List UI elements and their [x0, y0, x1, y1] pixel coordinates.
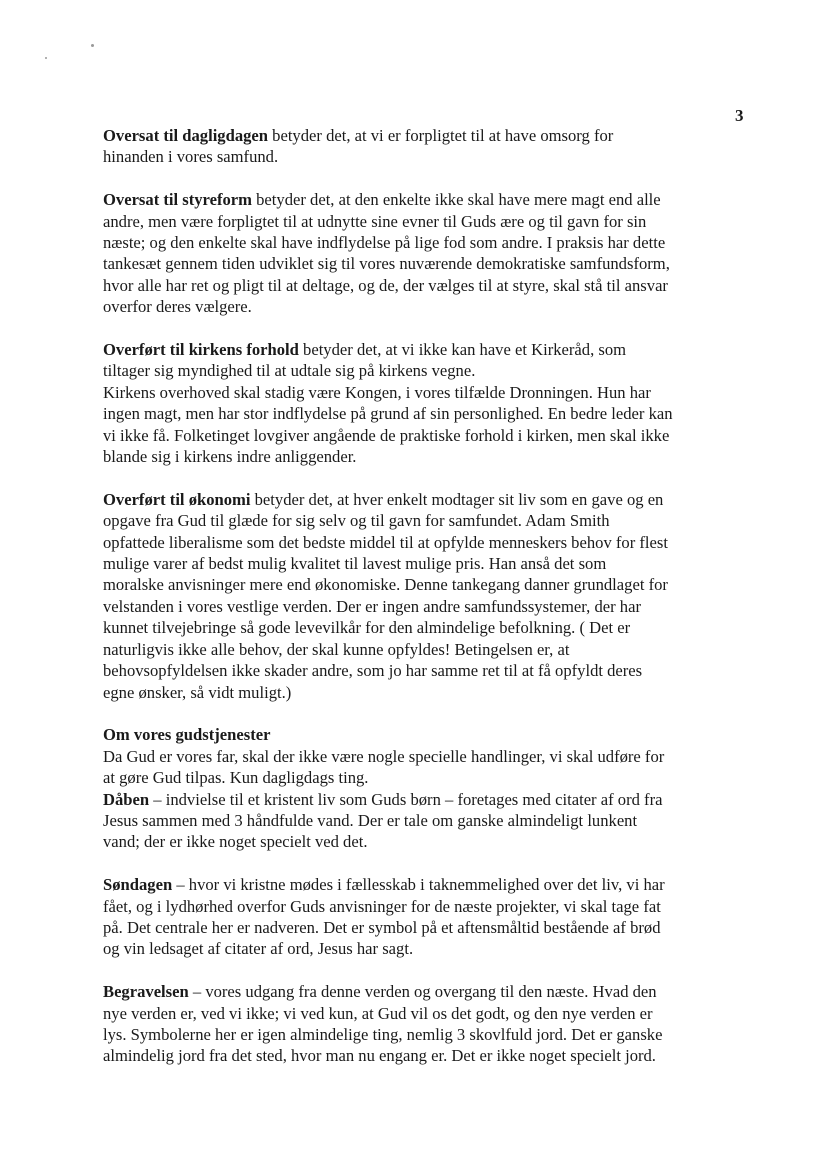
line-text: ingen magt, men har stor indflydelse på grund af sin personlighed. En bedre leder kan [103, 404, 673, 424]
page-number: 3 [735, 106, 744, 125]
text-line [103, 296, 753, 317]
text-line [103, 339, 753, 360]
line-text: behovsopfyldelsen ikke skader andre, som jo har samme ret til at få opfyldt deres [103, 661, 643, 681]
text-line [103, 938, 753, 959]
line-text: overfor deres vælgere. [103, 297, 252, 317]
text-line [103, 232, 753, 253]
line-text: – vores udgang fra denne verden og overgang til den næste. Hvad den [188, 982, 657, 1002]
line-text: at gøre Gud tilpas. Kun dagligdags ting. [103, 768, 369, 788]
line-text: naturligvis ikke alle behov, der skal kunne opfyldes! Betingelsen er, at [103, 639, 570, 659]
paragraph-dagligdagen [103, 125, 753, 168]
line-text: opgave fra Gud til glæde for sig selv og til gavn for samfundet. Adam Smith [103, 511, 610, 531]
text-line [103, 810, 753, 831]
bold-lead-term: Søndagen [103, 875, 173, 895]
text-line [103, 617, 753, 638]
text-line [103, 489, 753, 510]
bold-lead-term: Dåben [103, 789, 150, 809]
line-text: tankesæt gennem tiden udviklet sig til vores nuværende demokratiske samfundsform, [103, 254, 670, 274]
scan-speck [91, 44, 94, 47]
line-text: – indvielse til et kristent liv som Guds børn – foretages med citater af ord fra [149, 789, 663, 809]
text-line [103, 767, 753, 788]
line-text: fået, og i lydhørhed overfor Guds anvisninger for de næste projekter, vi skal tage fat [103, 896, 661, 916]
text-line [103, 211, 753, 232]
line-text: mulige varer af bedst mulig kvalitet til lavest mulige pris. Han anså det som [103, 554, 607, 574]
text-line [103, 660, 753, 681]
text-line [103, 425, 753, 446]
text-line [103, 574, 753, 595]
text-line [103, 682, 753, 703]
line-text: kunnet tilvejebringe så gode levevilkår for den almindelige befolkning. ( Det er [103, 618, 631, 638]
bold-lead-term: Oversat til dagligdagen [103, 126, 269, 145]
paragraph-kirkens-forhold [103, 339, 753, 467]
line-text: andre, men være forpligtet til at udnytte sine evner til Guds ære og til gavn for sin [103, 211, 647, 231]
line-text: hvor alle har ret og pligt til at deltage, og de, der vælges til at styre, skal stå til ansvar [103, 275, 668, 295]
text-line [103, 1024, 753, 1045]
text-line [103, 403, 753, 424]
text-line [103, 596, 753, 617]
line-text: vi ikke få. Folketinget lovgiver angående de praktiske forhold i kirken, men skal ikke [103, 425, 670, 445]
text-line [103, 1003, 753, 1024]
line-text: lys. Symbolerne her er igen almindelige ting, nemlig 3 skovlfuld jord. Det er ganske [103, 1024, 663, 1044]
text-line [103, 981, 753, 1002]
document-body [103, 125, 753, 1088]
text-line [103, 553, 753, 574]
bold-lead-term: Overført til økonomi [103, 489, 251, 509]
bold-lead-term: Oversat til styreform [103, 190, 252, 210]
line-text: blande sig i kirkens indre anliggender. [103, 447, 357, 467]
text-line [103, 510, 753, 531]
text-line [103, 746, 753, 767]
text-line [103, 446, 753, 467]
line-text: Jesus sammen med 3 håndfulde vand. Der er tale om ganske almindeligt lunkent [103, 810, 638, 830]
line-text: opfattede liberalisme som det bedste middel til at opfylde menneskers behov for flest [103, 532, 668, 552]
paragraph-gudstjenester [103, 724, 753, 852]
line-text: Da Gud er vores far, skal der ikke være nogle specielle handlinger, vi skal udføre for [103, 746, 665, 766]
line-text: betyder det, at hver enkelt modtager sit liv som en gave og en [250, 489, 664, 509]
line-text: Kirkens overhoved skal stadig være Kongen, i vores tilfælde Dronningen. Hun har [103, 382, 651, 402]
text-line [103, 896, 753, 917]
text-line [103, 789, 753, 810]
line-text: velstanden i vores vestlige verden. Der er ingen andre samfundssystemer, der har [103, 596, 641, 616]
line-text: betyder det, at vi er forpligtet til at have omsorg for [268, 126, 614, 145]
section-heading: Om vores gudstjenester [103, 725, 271, 745]
line-text: betyder det, at vi ikke kan have et Kirkeråd, som [298, 340, 627, 360]
text-line [103, 1045, 753, 1066]
paragraph-okonomi [103, 489, 753, 703]
text-line [103, 917, 753, 938]
line-text: egne ønsker, så vidt muligt.) [103, 682, 292, 702]
paragraph-styreform [103, 189, 753, 317]
text-line [103, 253, 753, 274]
line-text: hinanden i vores samfund. [103, 147, 279, 167]
line-text: næste; og den enkelte skal have indflydelse på lige fod som andre. I praksis har dette [103, 233, 666, 253]
line-text: – hvor vi kristne mødes i fællesskab i taknemmelighed over det liv, vi har [172, 875, 665, 895]
line-text: moralske anvisninger mere end økonomiske. Denne tankegang danner grundlaget for [103, 575, 668, 595]
line-text: på. Det centrale her er nadveren. Det er symbol på et aftensmåltid bestående af brød [103, 917, 661, 937]
text-line [103, 639, 753, 660]
line-text: tiltager sig myndighed til at udtale sig på kirkens vegne. [103, 361, 476, 381]
scan-speck [45, 57, 47, 59]
text-line [103, 360, 753, 381]
bold-lead-term: Begravelsen [103, 982, 189, 1002]
bold-lead-term: Overført til kirkens forhold [103, 340, 299, 360]
text-line [103, 532, 753, 553]
line-text: almindelig jord fra det sted, hvor man nu engang er. Det er ikke noget specielt jord. [103, 1046, 656, 1066]
text-line [103, 146, 753, 167]
text-line [103, 831, 753, 852]
text-line [103, 189, 753, 210]
text-line [103, 874, 753, 895]
paragraph-begravelsen [103, 981, 753, 1067]
line-text: vand; der er ikke noget specielt ved det. [103, 832, 368, 852]
line-text: og vin ledsaget af citater af ord, Jesus har sagt. [103, 939, 414, 959]
text-line [103, 275, 753, 296]
line-text: nye verden er, ved vi ikke; vi ved kun, at Gud vil os det godt, og den nye verden er [103, 1003, 653, 1023]
paragraph-sondagen [103, 874, 753, 960]
text-line [103, 125, 753, 146]
line-text: betyder det, at den enkelte ikke skal have mere magt end alle [251, 190, 661, 210]
text-line [103, 382, 753, 403]
